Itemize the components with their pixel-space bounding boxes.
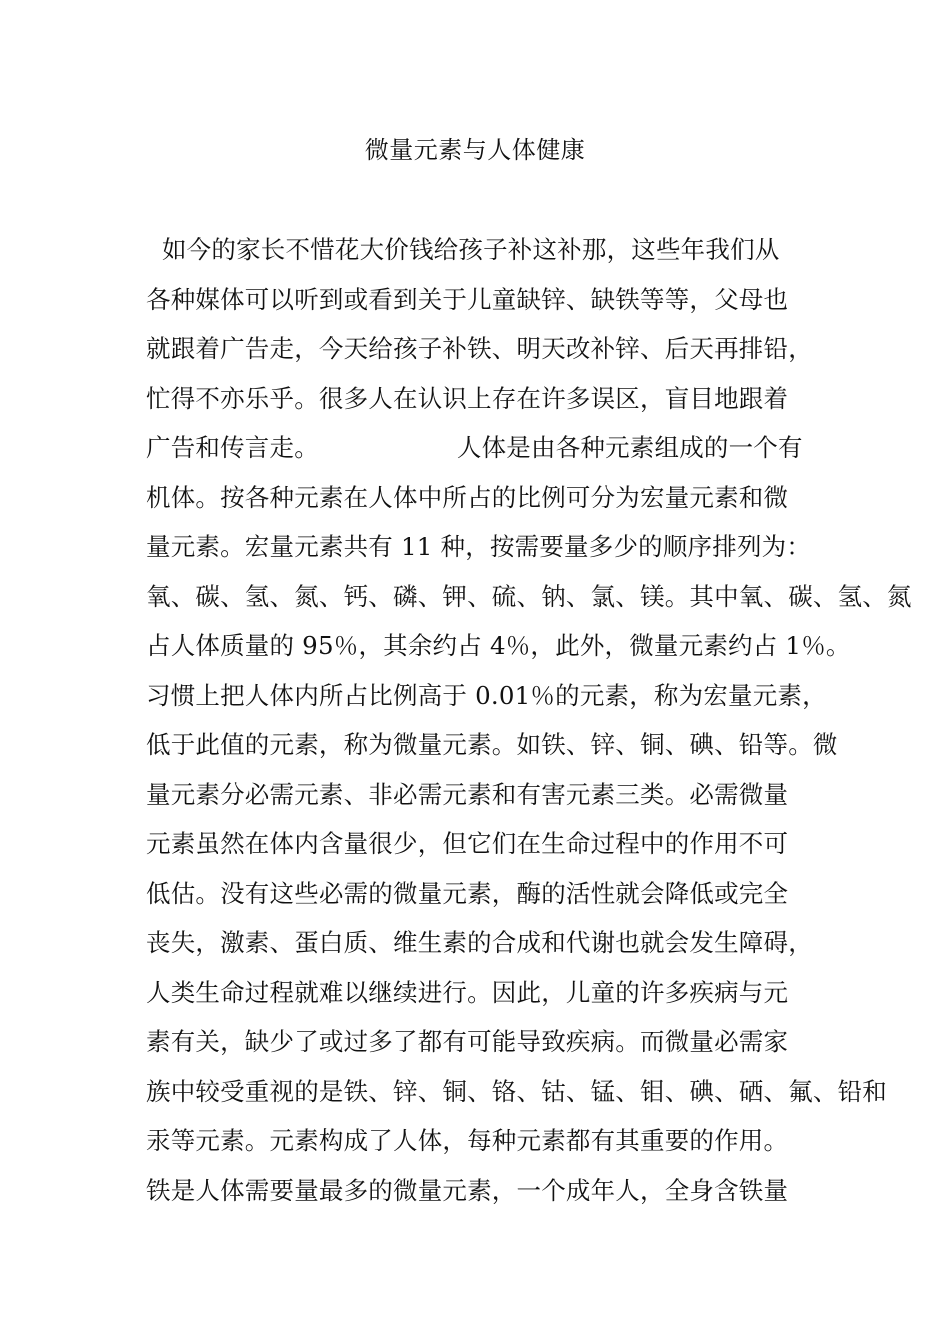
paragraph-line: 人类生命过程就难以继续进行。因此，儿童的许多疾病与元 [146,977,789,1007]
paragraph-line: 氧、碳、氢、氮、钙、磷、钾、硫、钠、氯、镁。其中氧、碳、氢、氮 [146,581,912,611]
paragraph-line: 低估。没有这些必需的微量元素，酶的活性就会降低或完全 [146,878,789,908]
paragraph-line: 元素虽然在体内含量很少，但它们在生命过程中的作用不可 [146,829,789,858]
paragraph-line: 低于此值的元素，称为微量元素。如铁、锌、铜、碘、铅等。微 [146,730,838,759]
body-text [146,232,912,1222]
paragraph-line-start: 广告和传言走。 [146,433,319,462]
paragraph-line: 素有关，缺少了或过多了都有可能导致疾病。而微量必需家 [146,1027,789,1056]
paragraph-line: 量元素分必需元素、非必需元素和有害元素三类。必需微量 [146,779,789,809]
paragraph-line: 各种媒体可以听到或看到关于儿童缺锌、缺铁等等，父母也 [146,284,789,314]
paragraph-line: 族中较受重视的是铁、锌、铜、铬、钴、锰、钼、碘、硒、氟、铅和 [146,1076,887,1106]
page-title: 微量元素与人体健康 [364,136,586,164]
paragraph-line: 丧失，激素、蛋白质、维生素的合成和代谢也就会发生障碍， [146,928,813,957]
paragraph-line: 机体。按各种元素在人体中所占的比例可分为宏量元素和微 [146,482,789,512]
paragraph-line: 忙得不亦乐乎。很多人在认识上存在许多误区，盲目地跟着 [146,383,789,413]
paragraph-line: 占人体质量的 95％，其余约占 4％，此外，微量元素约占 1％。 [146,631,851,660]
paragraph-line: 习惯上把人体内所占比例高于 0.01％的元素，称为宏量元素， [146,680,827,710]
paragraph-line-with-gap [146,430,826,480]
paragraph-line: 铁是人体需要量最多的微量元素，一个成年人，全身含铁量 [146,1175,789,1205]
paragraph-line-continuation: 人体是由各种元素组成的一个有 [456,433,803,462]
paragraph-line: 汞等元素。元素构成了人体，每种元素都有其重要的作用。 [146,1126,789,1155]
paragraph-line: 就跟着广告走，今天给孩子补铁、明天改补锌、后天再排铅， [146,334,813,363]
paragraph-line: 如今的家长不惜花大价钱给孩子补这补那，这些年我们从 [146,235,780,264]
paragraph-line: 量元素。宏量元素共有 11 种，按需要量多少的顺序排列为： [146,532,812,561]
